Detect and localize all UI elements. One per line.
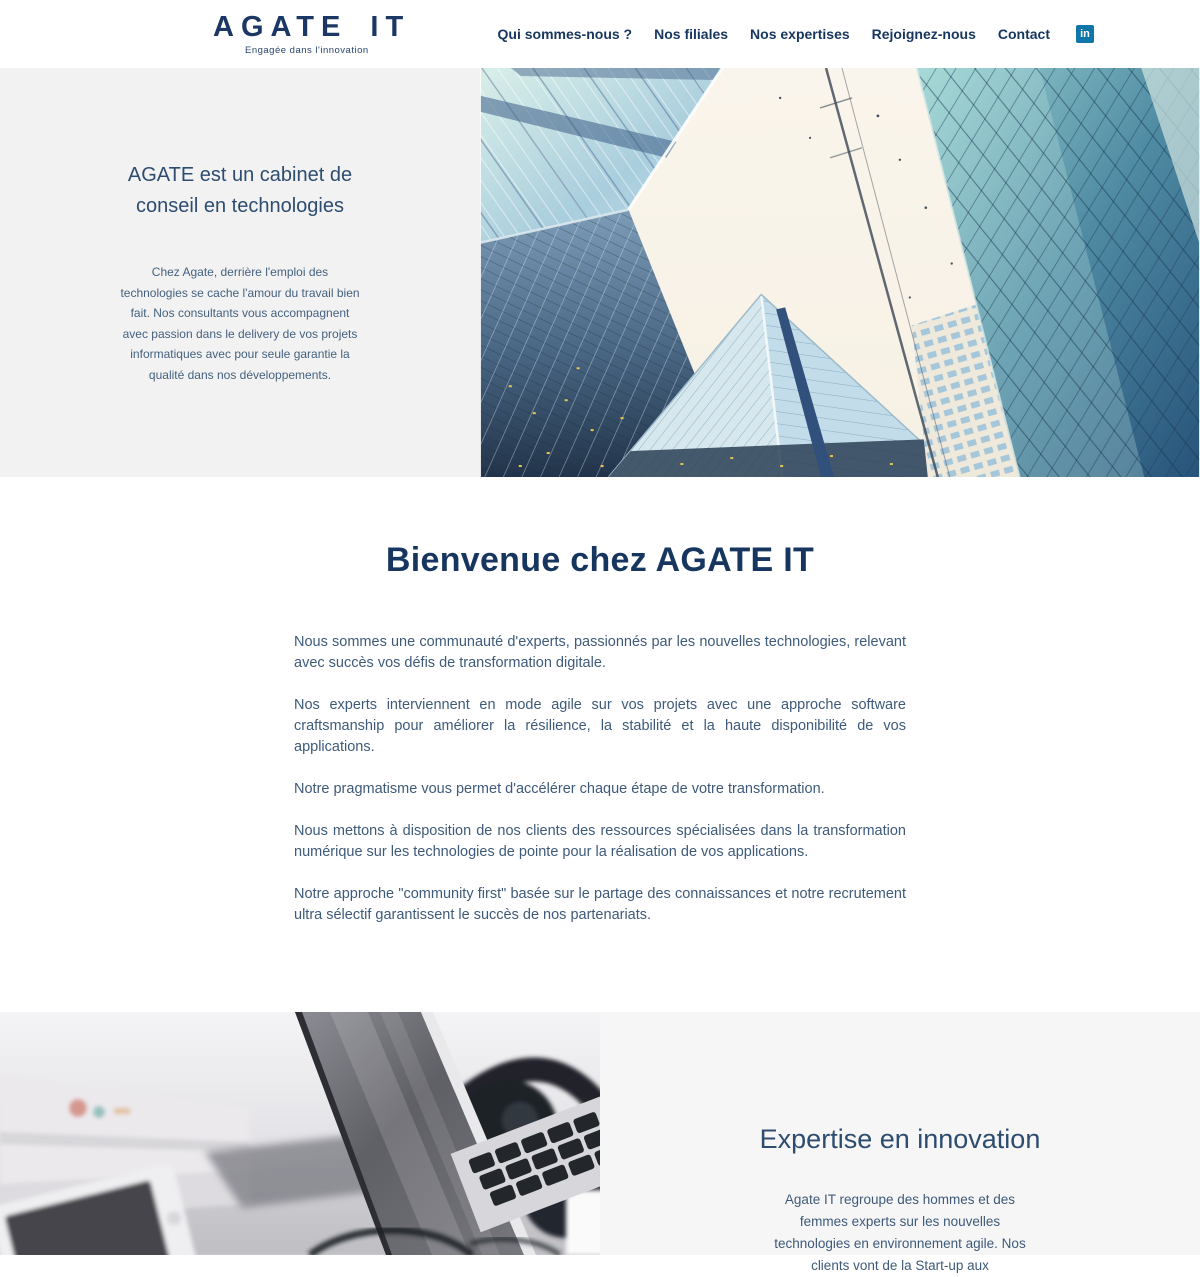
nav-contact[interactable]: Contact bbox=[997, 26, 1050, 42]
welcome-section bbox=[0, 477, 1200, 1012]
hero-section bbox=[0, 68, 1200, 477]
hero-heading: AGATE est un cabinet de conseil en technologies bbox=[127, 164, 353, 217]
linkedin-icon[interactable]: in bbox=[1076, 25, 1094, 43]
expertise-image bbox=[0, 1012, 600, 1255]
expertise-title: Expertise en innovation bbox=[759, 1124, 1041, 1154]
welcome-paragraph-4: Nous mettons à disposition de nos clients des ressources spécialisées dans la transformation numérique sur les technologies de pointe pour la réalisation de vos applications. bbox=[294, 823, 906, 860]
laptop-desk-image bbox=[0, 1012, 600, 1255]
logo[interactable] bbox=[213, 10, 411, 56]
expertise-text-panel bbox=[600, 1012, 1200, 1273]
welcome-title: Bienvenue chez AGATE IT bbox=[385, 541, 815, 579]
header bbox=[0, 0, 1200, 68]
hero-image bbox=[480, 68, 1200, 477]
logo-tagline: Engagée dans l'innovation bbox=[245, 44, 369, 56]
hero-paragraph: Chez Agate, derrière l'emploi des technologies se cache l'amour du travail bien fait. Nos consultants vous accompagnent avec passion dans le delivery de vos projets informatiques avec pour seule garantie la qualité dans nos développements. bbox=[120, 265, 360, 382]
welcome-paragraphs bbox=[294, 632, 906, 926]
logo-title: AGATE IT bbox=[213, 10, 411, 43]
welcome-paragraph-1: Nous sommes une communauté d'experts, passionnés par les nouvelles technologies, relevant avec succès vos défis de transformation digitale. bbox=[294, 634, 906, 671]
skyscrapers-image bbox=[480, 68, 1200, 477]
nav-nos-filiales[interactable]: Nos filiales bbox=[654, 26, 729, 42]
main-nav bbox=[498, 25, 1094, 43]
expertise-paragraph: Agate IT regroupe des hommes et des femmes experts sur les nouvelles technologies en environnement agile. Nos clients vont de la Start-up aux bbox=[774, 1192, 1026, 1273]
expertise-section bbox=[0, 1012, 1200, 1273]
hero-text-panel bbox=[0, 68, 480, 477]
welcome-paragraph-3: Notre pragmatisme vous permet d'accélérer chaque étape de votre transformation. bbox=[294, 781, 825, 797]
nav-nos-expertises[interactable]: Nos expertises bbox=[750, 26, 850, 42]
welcome-paragraph-5: Notre approche "community first" basée sur le partage des connaissances et notre recrutement ultra sélectif garantissent le succès de nos partenariats. bbox=[294, 886, 906, 923]
nav-qui-sommes-nous[interactable]: Qui sommes-nous ? bbox=[497, 26, 633, 42]
nav-rejoignez-nous[interactable]: Rejoignez-nous bbox=[871, 26, 976, 42]
welcome-paragraph-2: Nos experts interviennent en mode agile sur vos projets avec une approche software craftsmanship pour améliorer la résilience, la stabilité et la haute disponibilité de vos applications. bbox=[294, 697, 906, 755]
